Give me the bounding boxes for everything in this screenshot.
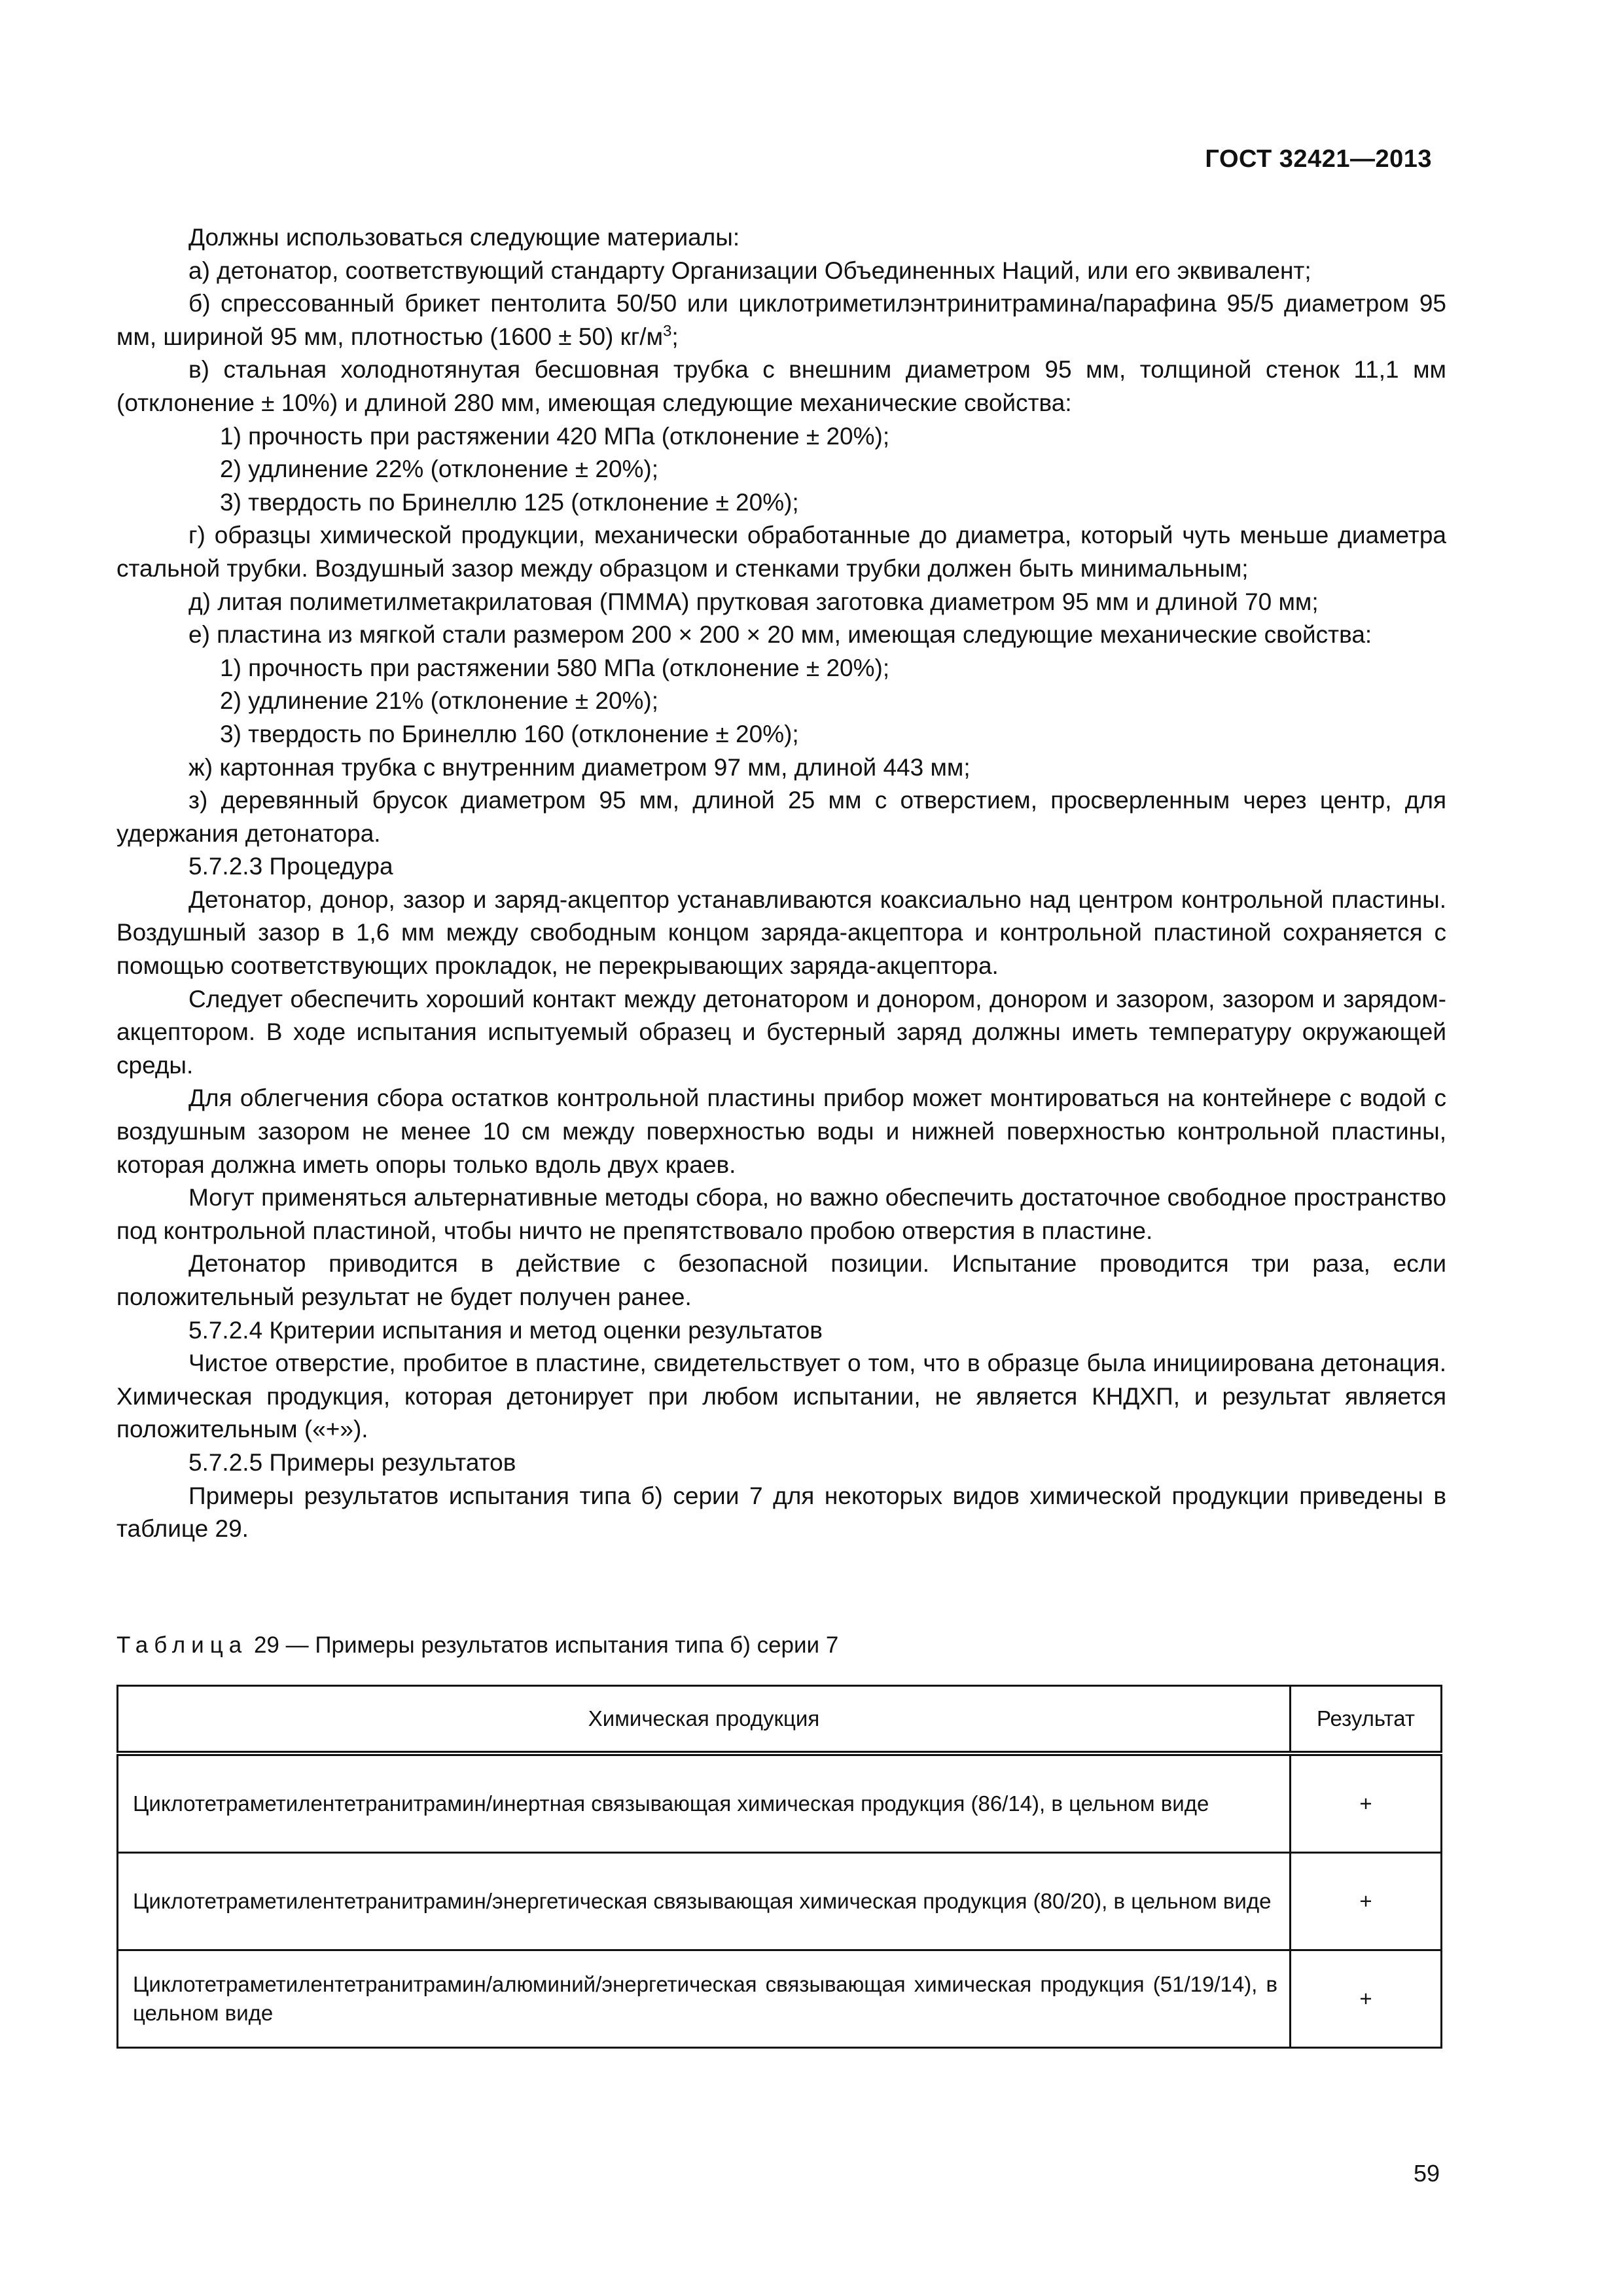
table-caption — [116, 1632, 838, 1659]
table-header-row — [118, 1686, 1442, 1754]
list-item-b-end: ; — [671, 323, 679, 350]
superscript: 3 — [663, 322, 672, 340]
list-item-v: в) стальная холоднотянутая бесшовная трубка с внешним диаметром 95 мм, толщиной стенок 11,1 мм (отклонение ± 10%) и длиной 280 мм, имеющая следующие механические свойства: — [116, 356, 1446, 416]
result-cell: + — [1291, 1853, 1442, 1950]
paragraph: Должны использоваться следующие материалы: — [188, 224, 740, 251]
list-item-d: д) литая полиметилметакрилатовая (ПММА) прутковая заготовка диаметром 95 мм и длиной 70 мм; — [188, 588, 1319, 615]
section-heading: 5.7.2.4 Критерии испытания и метод оценки результатов — [188, 1316, 823, 1344]
paragraph: Следует обеспечить хороший контакт между детонатором и донором, донором и зазором, зазором и зарядом-акцептором. В ходе испытания испытуемый образец и бустерный заряд должны иметь температуру окружающей среды. — [116, 985, 1446, 1079]
sub-item: 3) твердость по Бринеллю 160 (отклонение ± 20%); — [220, 720, 799, 747]
list-item-z: з) деревянный брусок диаметром 95 мм, длиной 25 мм с отверстием, просверленным через центр, для удержания детонатора. — [116, 787, 1446, 847]
sub-item: 2) удлинение 21% (отклонение ± 20%); — [220, 687, 659, 715]
product-cell: Циклотетраметилентетранитрамин/алюминий/энергетическая связывающая химическая продукция (51/19/14), в цельном виде — [118, 1950, 1291, 2048]
paragraph: Детонатор приводится в действие с безопасной позиции. Испытание проводится три раза, если положительный результат не будет получен ранее. — [116, 1250, 1446, 1310]
sub-item: 1) прочность при растяжении 420 МПа (отклонение ± 20%); — [220, 422, 890, 450]
results-table — [116, 1685, 1442, 2049]
paragraph: Детонатор, донор, зазор и заряд-акцептор устанавливаются коаксиально над центром контрольной пластины. Воздушный зазор в 1,6 мм между свободным концом заряда-акцептора и контрольной пластиной сохраняется с помощью соответствующих прокладок, не перекрывающих заряда-акцептора. — [116, 886, 1446, 980]
product-cell: Циклотетраметилентетранитрамин/инертная связывающая химическая продукция (86/14), в цельном виде — [118, 1753, 1291, 1853]
table-row — [118, 1753, 1442, 1853]
table-caption-label: Таблица — [116, 1632, 248, 1658]
sub-item: 3) твердость по Бринеллю 125 (отклонение ± 20%); — [220, 488, 799, 516]
table-caption-title: 29 — Примеры результатов испытания типа б) серии 7 — [247, 1632, 839, 1658]
list-item-b-text: б) спрессованный брикет пентолита 50/50 или циклотриметилэнтринитрамина/парафина 95/5 диаметром 95 мм, шириной 95 мм, плотностью (1600 ± 50) кг/м — [116, 290, 1446, 350]
standard-designation: ГОСТ 32421—2013 — [1205, 145, 1432, 173]
sub-item: 1) прочность при растяжении 580 МПа (отклонение ± 20%); — [220, 654, 890, 681]
page-number: 59 — [1413, 2160, 1440, 2187]
paragraph: Могут применяться альтернативные методы сбора, но важно обеспечить достаточное свободное пространство под контрольной пластиной, чтобы ничто не препятствовало пробою отверстия в пластине. — [116, 1184, 1446, 1244]
sub-item: 2) удлинение 22% (отклонение ± 20%); — [220, 456, 659, 483]
product-cell: Циклотетраметилентетранитрамин/энергетическая связывающая химическая продукция (80/20), в цельном виде — [118, 1853, 1291, 1950]
list-item-b — [116, 287, 1446, 353]
table-row — [118, 1950, 1442, 2048]
column-header-product: Химическая продукция — [118, 1686, 1291, 1754]
paragraph: Примеры результатов испытания типа б) серии 7 для некоторых видов химической продукции приведены в таблице 29. — [116, 1482, 1446, 1543]
section-heading: 5.7.2.5 Примеры результатов — [188, 1448, 516, 1476]
list-item-g: г) образцы химической продукции, механически обработанные до диаметра, который чуть меньше диаметра стальной трубки. Воздушный зазор между образцом и стенками трубки должен быть минимальным; — [116, 522, 1446, 582]
paragraph: Для облегчения сбора остатков контрольной пластины прибор может монтироваться на контейнере с водой с воздушным зазором не менее 10 см между поверхностью воды и нижней поверхностью контрольной пластины, которая должна иметь опоры только вдоль двух краев. — [116, 1085, 1446, 1178]
paragraph: Чистое отверстие, пробитое в пластине, свидетельствует о том, что в образце была инициирована детонация. Химическая продукция, которая детонирует при любом испытании, не является КНДХП, и результат является положительным («+»). — [116, 1350, 1446, 1443]
list-item-a: а) детонатор, соответствующий стандарту Организации Объединенных Наций, или его эквивалент; — [188, 257, 1311, 284]
body-text — [116, 221, 1446, 1546]
section-heading: 5.7.2.3 Процедура — [188, 853, 393, 880]
list-item-zh: ж) картонная трубка с внутренним диаметром 97 мм, длиной 443 мм; — [188, 753, 971, 781]
column-header-result: Результат — [1291, 1686, 1442, 1754]
result-cell: + — [1291, 1753, 1442, 1853]
table-row — [118, 1853, 1442, 1950]
result-cell: + — [1291, 1950, 1442, 2048]
list-item-e: е) пластина из мягкой стали размером 200 × 200 × 20 мм, имеющая следующие механические свойства: — [188, 621, 1372, 649]
